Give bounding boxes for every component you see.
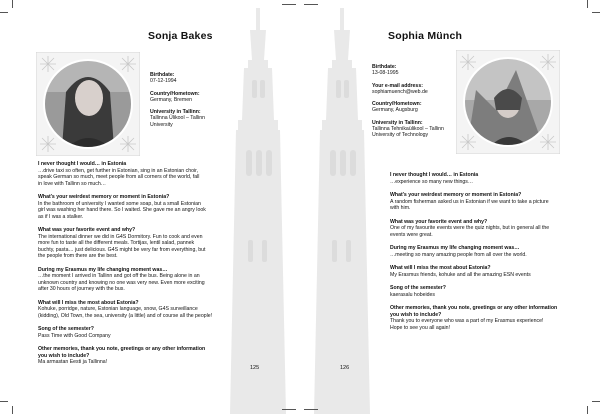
info-birthdate: Birthdate: 07-12-1994 <box>150 72 177 85</box>
qa-item: During my Erasmus my life changing moment was… …the moment I arrived in Tallinn and got off the bus. Being alone in an unknown country and knowing no one was very new. Even more exciting after 30 hours of journey with the bus. <box>38 266 205 292</box>
info-email: Your e-mail address: sophiamuench@web.de <box>372 82 428 95</box>
crop-mark <box>12 406 13 414</box>
info-university: University in Tallinn: Tallinna Tehnikaülikool – Tallinn University of Technology <box>372 119 444 139</box>
crop-mark <box>0 12 8 13</box>
qa-item: What will I miss the most about Estonia? My Erasmus friends, kohuke and all the amazing ESN events <box>390 265 531 278</box>
qa-item: Other memories, thank you note, greetings or any other information you wish to include? Thank you to everyone who was a part of my Erasmus experience! Hope to see you all again! <box>390 305 558 331</box>
crop-mark <box>592 12 600 13</box>
right-page <box>300 0 600 414</box>
info-country: Country/Hometown: Germany, Augsburg <box>372 101 422 114</box>
qa-item: What was your favorite event and why? One of my favourite events were the quiz nights, but in general all the events were great. <box>390 218 550 238</box>
crop-mark <box>0 401 8 402</box>
crop-mark <box>12 0 13 8</box>
portrait-photo <box>36 52 140 156</box>
page-number: 126 <box>340 365 350 371</box>
qa-item: I never thought I would… in Estonia …drive taxi so often, get further in Estonian, sing in an Estonian choir, speak German so much, meet people from all corners of the world, fall in love with Tallinn so much… <box>38 161 200 187</box>
crop-mark <box>282 4 296 5</box>
crop-mark <box>587 0 588 8</box>
qa-item: What will I miss the most about Estonia? Kohuke, porridge, nature, Estonian language, snow, G4S surveillance (kidding), Old Town, the sea, university (a little) and of course all the people! <box>38 299 213 319</box>
portrait-photo <box>456 50 560 154</box>
qa-item: I never thought I would… in Estonia …experience so many new things… <box>390 172 479 185</box>
qa-item: What’s your weirdest memory or moment in Estonia? A random fisherman asked us in Estonian if we want to take a picture with him. <box>390 192 549 211</box>
questionnaire <box>38 161 268 373</box>
crop-mark <box>304 4 318 5</box>
qa-item: Song of the semester? Pass Time with Good Company <box>38 326 111 339</box>
qa-item: What’s your weirdest memory or moment in Estonia? In the bathroom of university I wanted some soap, but a small Estonian girl was washing her hand there. So I waited. She gave me an angry look as if I was a stalker. <box>38 194 206 220</box>
page-number: 125 <box>250 365 260 371</box>
info-university: University in Tallinn: Tallinna Ülikool – Tallinn University <box>150 109 205 128</box>
info-country: Country/Hometown: Germany, Bremen <box>150 90 200 103</box>
qa-item: Song of the semester? kaerasalu hobeides <box>390 285 446 298</box>
qa-item: What was your favorite event and why? The international dinner we did in G4S Dormitory. Fun to cook and even more fun to taste all the different meals. Tortijas, lentil salad, pannek buchty, pasta… just delicious. G4S might be very far from everything, but the people from there are the best. <box>38 227 206 259</box>
qa-item: During my Erasmus my life changing moment was… …meeting so many amazing people from all over the world. <box>390 245 527 258</box>
church-tower-watermark <box>300 0 400 414</box>
questionnaire <box>390 172 580 338</box>
crop-mark <box>304 409 318 410</box>
crop-mark <box>282 409 296 410</box>
crop-mark <box>592 401 600 402</box>
student-name: Sophia Münch <box>388 30 463 42</box>
info-birthdate: Birthdate: 13-08-1995 <box>372 64 399 77</box>
crop-mark <box>587 406 588 414</box>
student-name: Sonja Bakes <box>148 30 213 42</box>
qa-item: Other memories, thank you note, greetings or any other information you wish to include? Ma armastan Eesti ja Tallinna! <box>38 346 206 365</box>
personal-info <box>150 72 260 134</box>
